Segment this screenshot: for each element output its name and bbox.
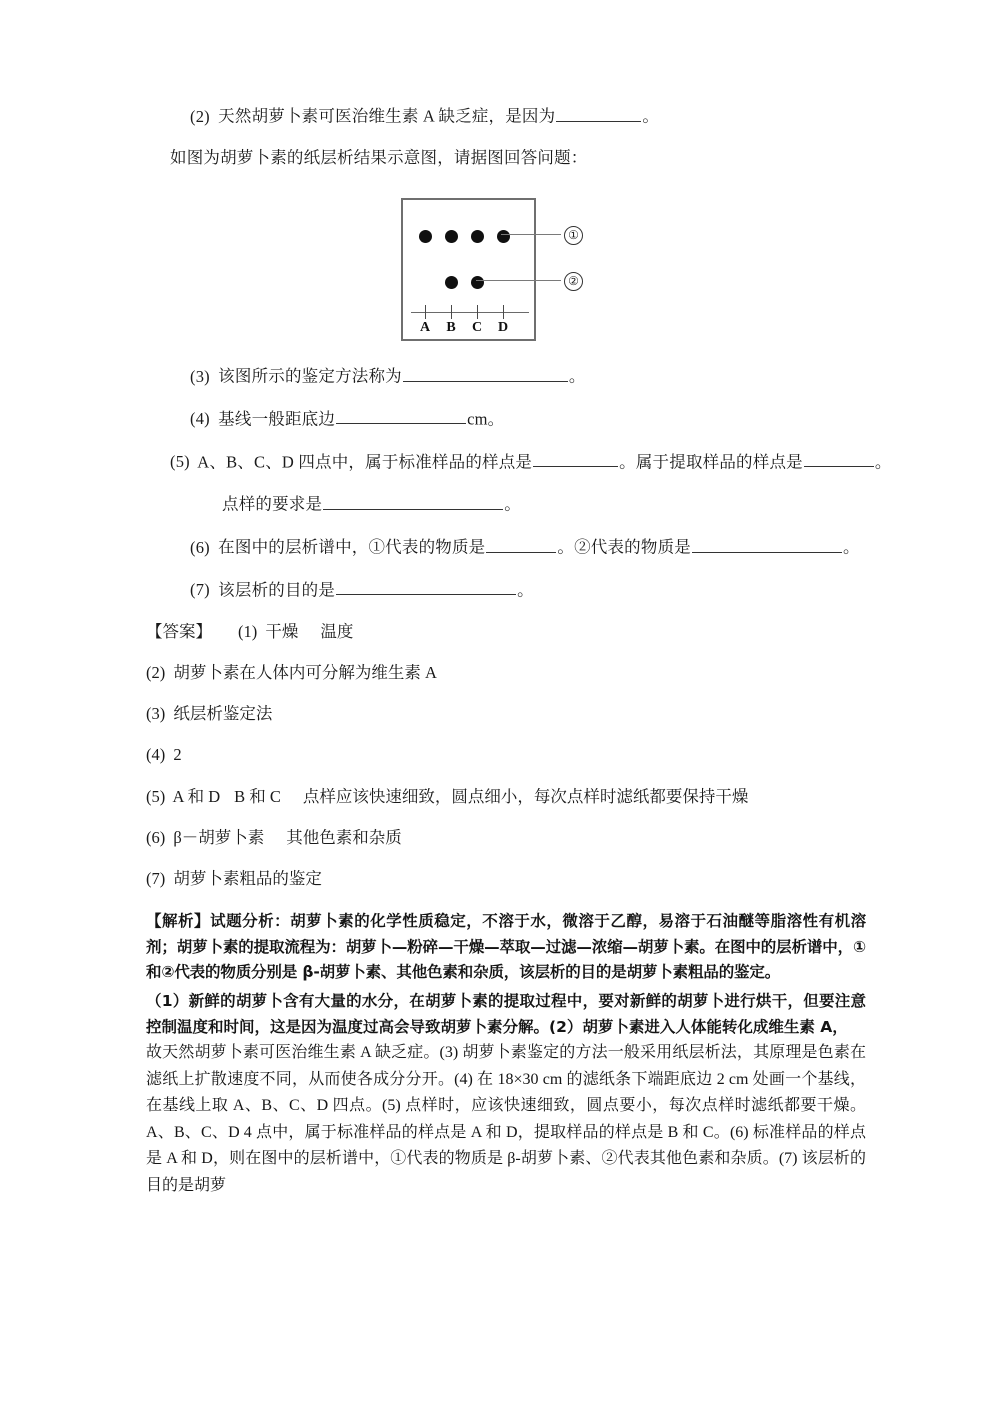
question-4-text: 基线一般距底边 (218, 409, 336, 429)
question-6-tail: 。 (842, 537, 860, 557)
answer-blank[interactable] (533, 450, 618, 468)
analysis-paragraph (146, 909, 866, 984)
answer-3-part-1: 纸层析鉴定法 (173, 704, 273, 724)
question-4-number: (4) (190, 409, 210, 429)
answer-5-part-1: A 和 D (172, 786, 221, 806)
question-3 (146, 364, 866, 388)
chromatography-paper-box (401, 198, 536, 341)
question-5-sub-tail: 。 (504, 494, 521, 514)
question-4-tail: cm。 (467, 409, 505, 429)
answer-6-part-2: 其他色素和杂质 (286, 827, 402, 847)
answer-blank[interactable] (323, 492, 503, 510)
answer-4-number: (4) (146, 745, 166, 765)
answer-header: 【答案】 (146, 621, 212, 641)
analysis-block (146, 909, 866, 984)
answer-line-1 (146, 621, 866, 643)
question-6-number: (6) (190, 537, 210, 557)
figure-intro-text: 如图为胡萝卜素的纸层析结果示意图，请据图回答问题： (170, 147, 588, 167)
question-5-number: (5) (170, 452, 190, 472)
answer-blank[interactable] (692, 535, 842, 553)
question-2-tail: 。 (642, 106, 660, 126)
answer-blank[interactable] (486, 535, 556, 553)
spot-row2-b (445, 276, 458, 289)
answer-blank[interactable] (804, 450, 874, 468)
question-5-tail: 。 (874, 452, 892, 472)
question-3-number: (3) (190, 366, 210, 386)
answer-blank[interactable] (336, 407, 466, 425)
answer-line-2 (146, 662, 866, 684)
spot-row1-b (445, 230, 458, 243)
answer-5-part-2: B 和 C (234, 786, 281, 806)
answer-5-part-3: 点样应该快速细致，圆点细小，每次点样时滤纸都要保持干燥 (302, 786, 749, 806)
leader-line-2 (476, 280, 561, 281)
analysis-body: 胡萝卜素的化学性质稳定，不溶于水，微溶于乙醇，易溶于石油醚等脂溶性有机溶剂；胡萝卜素的提取流程为：胡萝卜—粉碎—干燥—萃取—过滤—浓缩—胡萝卜素。在图中的层析谱中，①和②代表的物质分别是 β-胡萝卜素、其他色素和杂质，该层析的目的是胡萝卜素粗品的鉴定。 (146, 912, 866, 981)
spot-row1-c (471, 230, 484, 243)
chromatography-figure (146, 188, 866, 356)
question-7-number: (7) (190, 580, 210, 600)
baseline (411, 312, 529, 313)
question-5 (146, 450, 892, 474)
question-6-mid: 。②代表的物质是 (557, 537, 691, 557)
detail-block (146, 989, 866, 1200)
question-2 (146, 104, 866, 128)
answer-1-number: (1) (238, 621, 258, 641)
question-3-text: 该图所示的鉴定方法称为 (218, 366, 402, 386)
detail-paragraph-1: （1）新鲜的胡萝卜含有大量的水分，在胡萝卜素的提取过程中，要对新鲜的胡萝卜进行烘干，但要注意控制温度和时间，这是因为温度过高会导致胡萝卜素分解。(2）胡萝卜素进入人体能转化成维生素 A， (146, 991, 866, 1036)
marker-1: ① (564, 226, 583, 245)
question-7 (146, 578, 866, 602)
question-6 (146, 535, 866, 559)
baseline-label-a: A (419, 320, 431, 336)
answer-6-number: (6) (146, 827, 166, 847)
question-3-tail: 。 (568, 366, 586, 386)
baseline-label-b: B (446, 320, 456, 336)
question-7-text: 该层析的目的是 (218, 580, 336, 600)
question-5-sub (146, 492, 866, 516)
question-7-tail: 。 (517, 580, 534, 600)
question-5-sub-text: 点样的要求是 (222, 494, 323, 514)
answer-2-number: (2) (146, 662, 166, 682)
spot-row2-c (471, 276, 484, 289)
answer-line-6 (146, 827, 866, 849)
answer-blank[interactable] (403, 364, 568, 382)
analysis-header: 【解析】 (146, 912, 211, 931)
figure-intro-line (146, 147, 866, 169)
answer-4-part-1: 2 (173, 745, 182, 765)
answer-line-4 (146, 744, 866, 766)
answer-line-7 (146, 868, 866, 890)
tick-b (451, 305, 452, 319)
marker-2: ② (564, 272, 583, 291)
baseline-label-d: D (497, 320, 509, 336)
tick-d (503, 305, 504, 319)
answer-blank[interactable] (336, 578, 516, 596)
question-4 (146, 407, 866, 431)
answer-1-part-1: 干燥 (265, 621, 299, 641)
question-5-text: A、B、C、D 四点中，属于标准样品的样点是 (197, 452, 533, 472)
answer-5-number: (5) (146, 786, 166, 806)
answer-6-part-1: β－胡萝卜素 (173, 827, 265, 847)
page-content (146, 104, 892, 1200)
leader-line-1 (501, 234, 561, 235)
analysis-lead: 试题分析： (210, 912, 291, 931)
baseline-label-c: C (471, 320, 483, 336)
answer-line-5 (146, 786, 866, 808)
spot-row1-a (419, 230, 432, 243)
answer-line-3 (146, 703, 866, 725)
question-6-text: 在图中的层析谱中，①代表的物质是 (218, 537, 486, 557)
answer-1-part-2: 温度 (320, 621, 354, 641)
tick-a (425, 305, 426, 319)
question-2-number: (2) (190, 106, 210, 126)
answer-2-part-1: 胡萝卜素在人体内可分解为维生素 A (173, 662, 437, 682)
question-5-mid: 。属于提取样品的样点是 (619, 452, 803, 472)
question-2-text: 天然胡萝卜素可医治维生素 A 缺乏症，是因为 (218, 106, 556, 126)
spot-row1-d (497, 230, 510, 243)
answer-blank[interactable] (556, 104, 641, 122)
tick-c (477, 305, 478, 319)
detail-paragraph-2: 故天然胡萝卜素可医治维生素 A 缺乏症。(3) 胡萝卜素鉴定的方法一般采用纸层析法，其原理是色素在滤纸上扩散速度不同，从而使各成分分开。(4) 在 18×30 cm 的滤纸条下端距底边 2 cm 处画一个基线，在基线上取 A、B、C、D 四点。(5) 点样时，应该快速细致，圆点要小，每次点样时滤纸都要干燥。A、B、C、D 4 点中，属于标准样品的样点是 A 和 D，提取样品的样点是 B 和 C。(6) 标准样品的样点是 A 和 D，则在图中的层析谱中，①代表的物质是 β-胡萝卜素、②代表其他色素和杂质。(7) 该层析的目的是胡萝 (146, 1044, 866, 1194)
answer-7-part-1: 胡萝卜素粗品的鉴定 (173, 869, 322, 889)
answer-3-number: (3) (146, 704, 166, 724)
answer-7-number: (7) (146, 869, 166, 889)
